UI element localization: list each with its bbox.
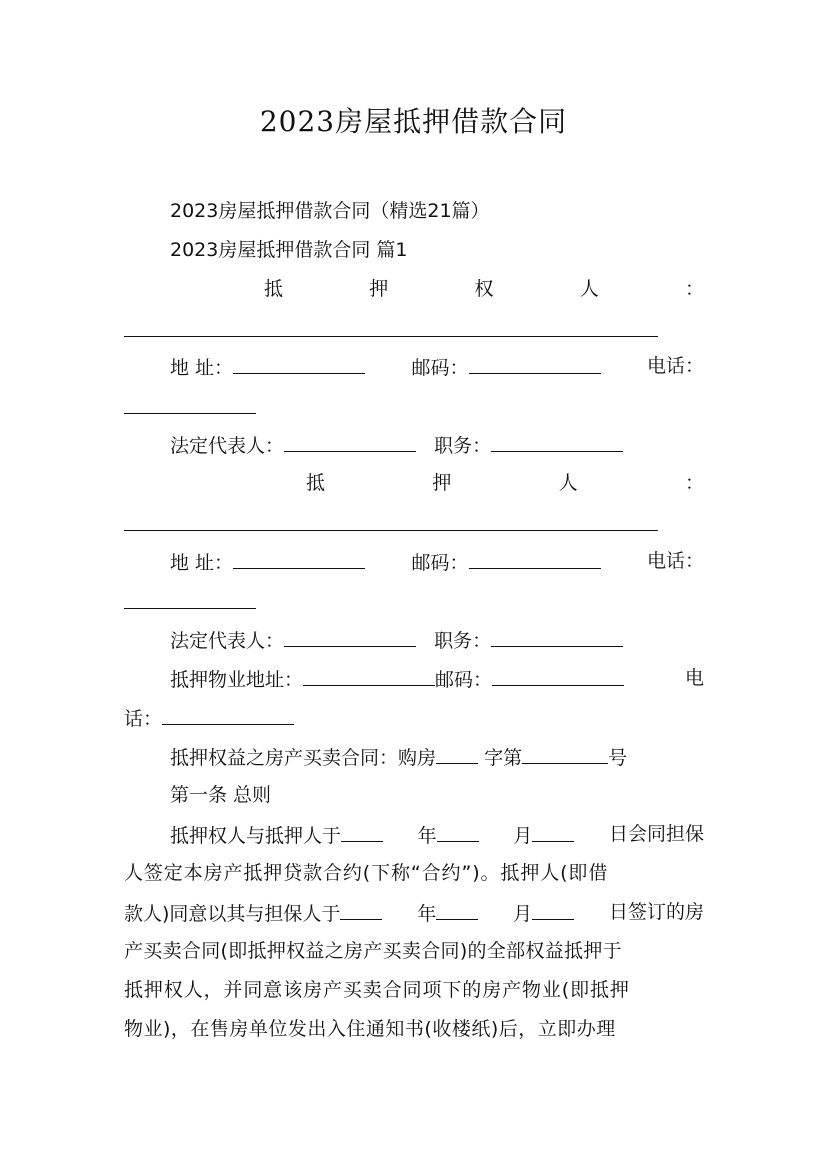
duty-label: 职务： xyxy=(434,630,492,652)
mortgagee-char: 抵 xyxy=(264,278,284,300)
body-line-6: 物业)，在售房单位发出入住通知书(收楼纸)后，立即办理 xyxy=(124,1018,616,1040)
address-label: 地 址： xyxy=(170,552,234,574)
body-seg: 日签订的房 xyxy=(608,901,704,923)
mortgagee-blank xyxy=(124,336,658,337)
mortgagee-address-line xyxy=(170,353,704,381)
address-label: 地 址： xyxy=(170,357,234,379)
body-line-4: 产买卖合同(即抵押权益之房产买卖合同)的全部权益抵押于 xyxy=(124,940,622,962)
body-line-5: 抵押权人，并同意该房产买卖合同项下的房产物业(即抵押 xyxy=(124,979,630,1001)
body-line-3 xyxy=(124,899,704,927)
body-seg: 抵押权人与抵押人于 xyxy=(170,825,342,847)
body-text xyxy=(418,821,479,849)
property-line xyxy=(170,665,704,693)
year-blank xyxy=(340,899,382,920)
duty-blank xyxy=(491,431,623,452)
mortgagor-char: 抵 xyxy=(306,472,326,494)
tel-blank xyxy=(124,413,256,414)
contract-line xyxy=(170,743,704,771)
body-seg: 款人)同意以其与担保人于 xyxy=(124,903,341,925)
subtitle: 2023房屋抵押借款合同（精选21篇） xyxy=(170,200,490,222)
mortgagor-char: 押 xyxy=(432,472,452,494)
contract-suffix: 号 xyxy=(608,747,628,769)
property-tel-blank xyxy=(162,704,294,725)
mortgagor-legal-line xyxy=(170,626,704,654)
property-zip-blank xyxy=(492,665,624,686)
legal-rep-label: 法定代表人： xyxy=(170,435,285,457)
body-text xyxy=(124,899,382,927)
year-blank xyxy=(341,821,383,842)
month-label: 月 xyxy=(513,903,533,925)
mortgagor-colon: ： xyxy=(684,472,704,494)
body-line-1 xyxy=(170,821,704,849)
contract-blank-1 xyxy=(436,743,478,764)
article-heading: 2023房屋抵押借款合同 篇1 xyxy=(170,239,408,261)
contract-prefix: 抵押权益之房产买卖合同：购房 xyxy=(170,747,437,769)
body-text xyxy=(417,899,478,927)
tel-label: 电话： xyxy=(646,355,704,377)
duty-label: 职务： xyxy=(434,435,492,457)
body-seg: 日会同担保 xyxy=(608,823,704,845)
property-zip-label: 邮码： xyxy=(435,669,493,691)
zip-blank xyxy=(469,548,601,569)
body-text xyxy=(513,899,574,927)
day-blank xyxy=(532,821,574,842)
legal-rep-blank xyxy=(284,431,416,452)
article-1-heading: 第一条 总则 xyxy=(170,784,272,806)
address-field xyxy=(170,353,365,381)
body-text xyxy=(513,821,574,849)
property-address-label: 抵押物业地址： xyxy=(170,669,304,691)
mortgagor-address-line xyxy=(170,548,704,576)
zip-label: 邮码： xyxy=(411,552,469,574)
zip-blank xyxy=(469,353,601,374)
zip-field xyxy=(412,548,601,576)
contract-mid: 字第 xyxy=(484,747,523,769)
property-tel-label-2: 话： xyxy=(124,708,163,730)
address-field xyxy=(170,548,365,576)
legal-rep-blank xyxy=(284,626,416,647)
body-line-2: 人签定本房产抵押贷款合约(下称“合约”)。抵押人(即借 xyxy=(124,862,609,884)
property-tel-line xyxy=(124,704,704,732)
month-blank xyxy=(436,899,478,920)
mortgagor-blank xyxy=(124,530,658,531)
body-text xyxy=(170,821,383,849)
property-address-field xyxy=(170,665,624,693)
mortgagee-colon: ： xyxy=(684,278,704,300)
mortgagee-char: 人 xyxy=(579,278,599,300)
zip-label: 邮码： xyxy=(411,357,469,379)
mortgagee-legal-line xyxy=(170,431,704,459)
mortgagee-label xyxy=(124,276,704,302)
address-blank xyxy=(233,548,365,569)
mortgagee-char: 押 xyxy=(369,278,389,300)
year-label: 年 xyxy=(417,825,437,847)
tel-label: 电话： xyxy=(646,550,704,572)
address-blank xyxy=(233,353,365,374)
tel-blank xyxy=(124,608,256,609)
property-address-blank xyxy=(303,665,435,686)
legal-rep-label: 法定代表人： xyxy=(170,630,285,652)
zip-field xyxy=(412,353,601,381)
month-blank xyxy=(437,821,479,842)
document-title: 2023房屋抵押借款合同 xyxy=(259,105,568,138)
property-tel-label-1: 电 xyxy=(684,667,704,689)
year-label: 年 xyxy=(417,903,437,925)
duty-blank xyxy=(491,626,623,647)
contract-blank-2 xyxy=(522,743,608,764)
mortgagor-char: 人 xyxy=(558,472,578,494)
mortgagor-label xyxy=(124,470,704,496)
month-label: 月 xyxy=(513,825,533,847)
day-blank xyxy=(532,899,574,920)
mortgagee-char: 权 xyxy=(474,278,494,300)
